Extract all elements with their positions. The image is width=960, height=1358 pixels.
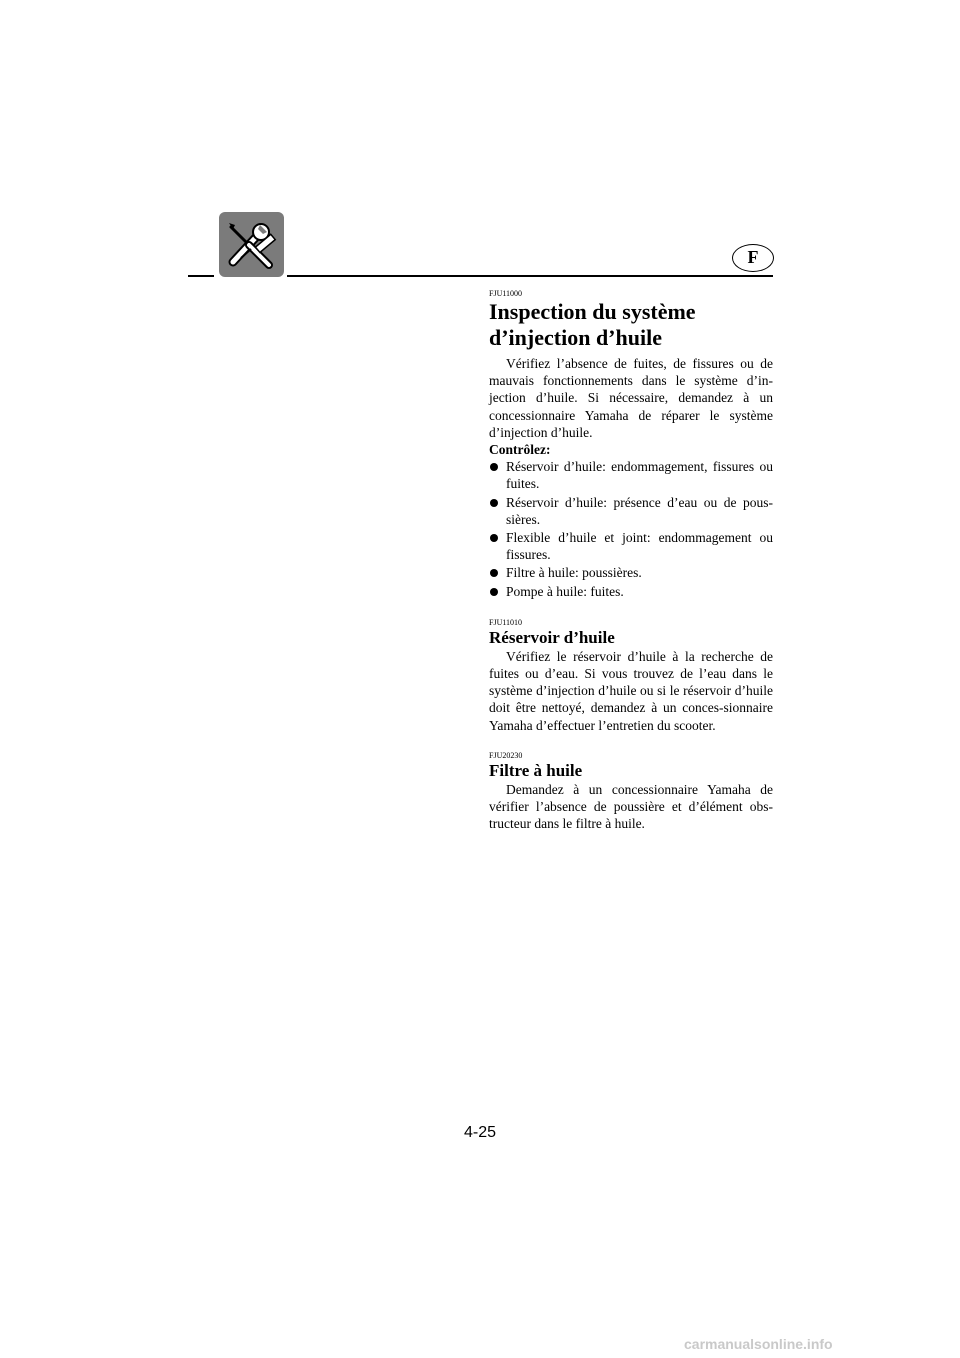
bullet-icon — [490, 534, 498, 542]
list-item: Réservoir d’huile: endommagement, fissures ou fuites. — [489, 458, 773, 492]
section-oil-filter — [489, 751, 773, 833]
list-item: Filtre à huile: poussières. — [489, 564, 773, 581]
section-title: Réservoir d’huile — [489, 627, 615, 647]
bullet-icon — [490, 499, 498, 507]
watermark: carmanualsonline.info — [684, 1336, 833, 1352]
bullet-icon — [490, 569, 498, 577]
header-rule-right — [287, 275, 773, 277]
maintenance-tools-icon — [219, 212, 284, 277]
section-title: Inspection du système d’injection d’huile — [489, 299, 696, 350]
section-title: Filtre à huile — [489, 760, 583, 780]
section-code: FJU20230 — [489, 750, 523, 760]
page-number: 4-25 — [463, 1124, 497, 1141]
list-item: Réservoir d’huile: présence d’eau ou de pous-sières. — [489, 494, 773, 528]
list-item: Flexible d’huile et joint: endommagement ou fissures. — [489, 529, 773, 563]
check-label: Contrôlez: — [489, 442, 551, 458]
section-oil-injection — [489, 289, 773, 600]
section-body: Demandez à un concessionnaire Yamaha de vérifier l’absence de poussière et d’élément obs-tructeur dans le filtre à huile. — [489, 781, 773, 832]
section-code: FJU11010 — [489, 617, 523, 627]
language-badge: F — [732, 244, 774, 272]
section-body: Vérifiez le réservoir d’huile à la recherche de fuites ou d’eau. Si vous trouvez de l’eau dans le système d’injection d’huile ou si le réservoir d’huile doit être nettoyé, demandez à un conces-sionnaire Yamaha d’effectuer l’entretien du scooter. — [489, 648, 773, 733]
section-body: Vérifiez l’absence de fuites, de fissures ou de mauvais fonctionnements dans le système d’in-jection d’huile. Si nécessaire, demandez à un concessionnaire Yamaha de réparer le système d’injection d’huile. — [489, 356, 773, 440]
bullet-icon — [490, 588, 498, 596]
section-oil-tank — [489, 618, 773, 734]
bullet-icon — [490, 463, 498, 471]
main-content — [489, 289, 773, 832]
section-code: FJU11000 — [489, 289, 523, 298]
list-item: Pompe à huile: fuites. — [489, 583, 773, 600]
header-rule-left — [188, 275, 214, 277]
check-list — [489, 458, 773, 600]
